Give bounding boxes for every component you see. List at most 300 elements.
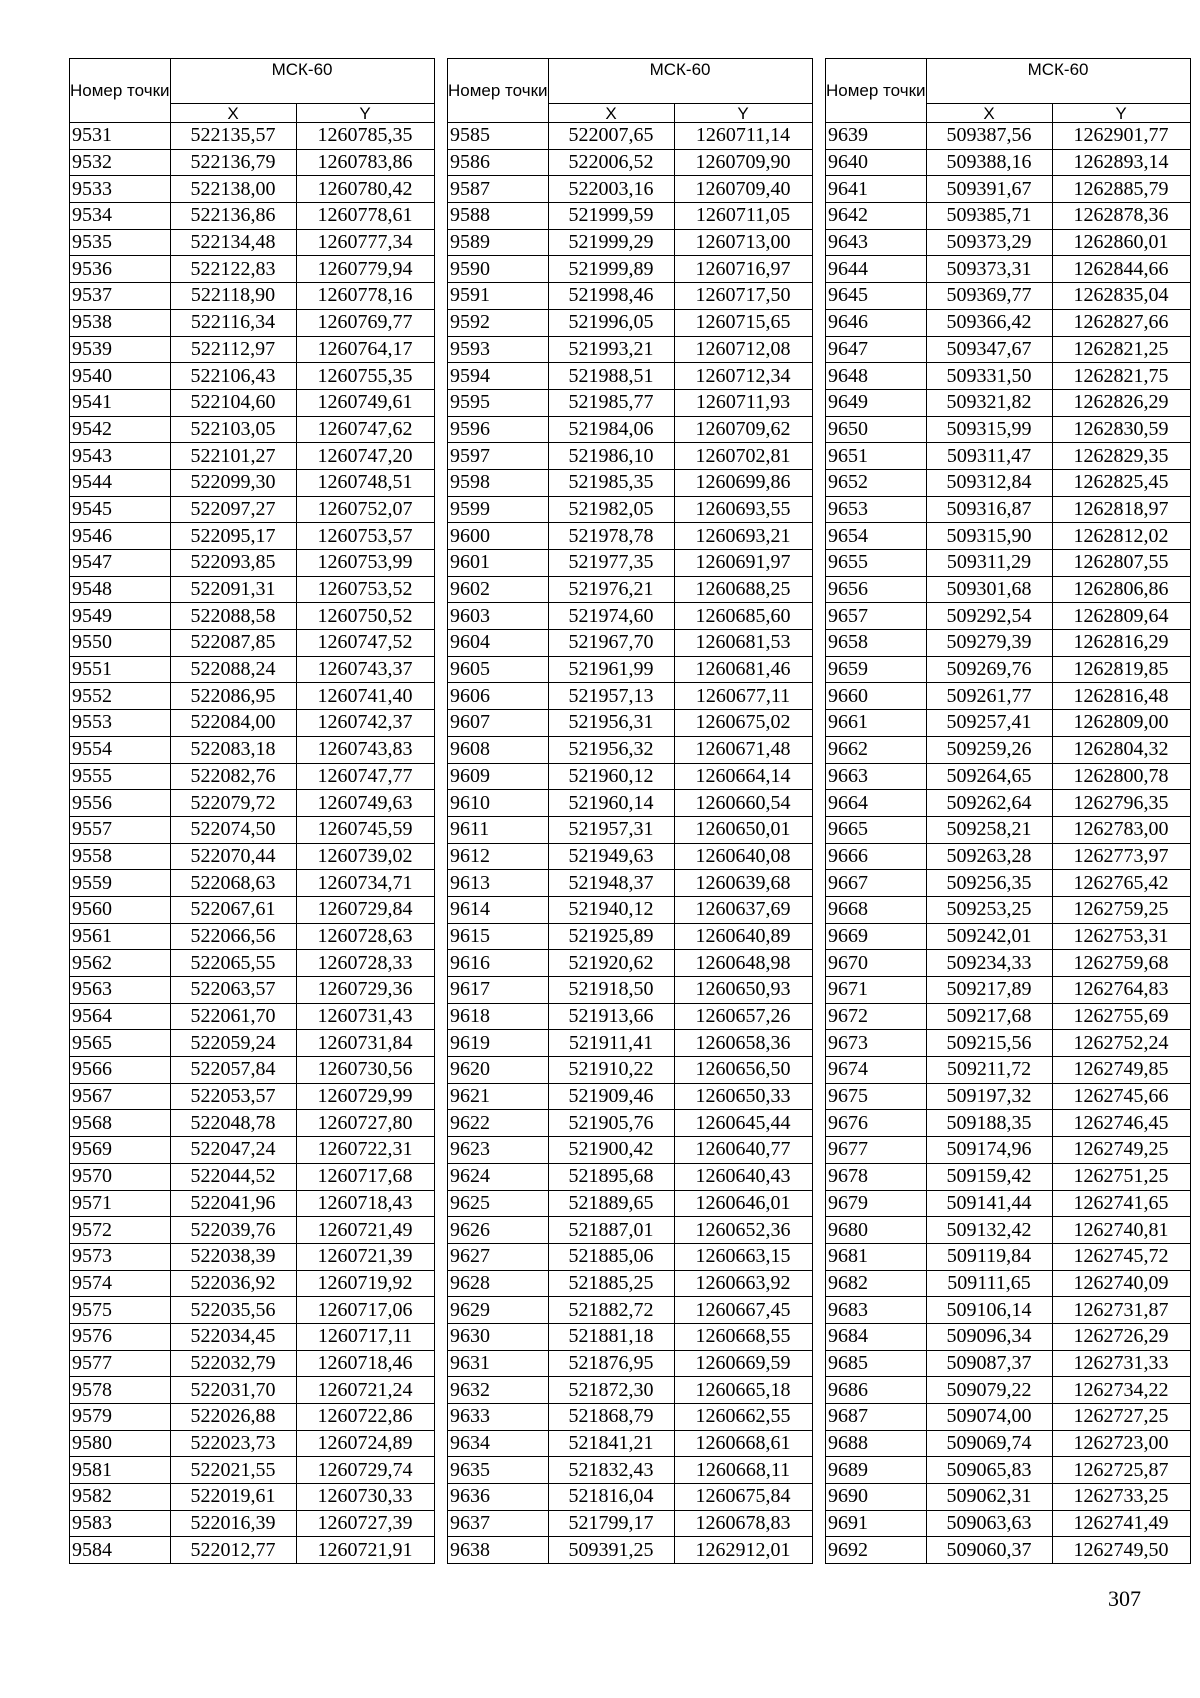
table-row (448, 389, 813, 416)
point-number-cell: 9646 (826, 309, 927, 336)
table-row (826, 1190, 1191, 1217)
y-coordinate-cell: 1262860,01 (1052, 229, 1190, 256)
table-row (70, 203, 435, 230)
y-coordinate-cell: 1260658,36 (674, 1030, 812, 1057)
y-coordinate-cell: 1260747,52 (296, 630, 434, 657)
x-coordinate-cell: 509292,54 (926, 603, 1052, 630)
table-row (826, 656, 1191, 683)
x-coordinate-cell: 509211,72 (926, 1057, 1052, 1084)
point-number-cell: 9640 (826, 149, 927, 176)
x-coordinate-cell: 509366,42 (926, 309, 1052, 336)
y-coordinate-cell: 1260778,16 (296, 283, 434, 310)
table-row (826, 229, 1191, 256)
point-number-cell: 9604 (448, 630, 549, 657)
x-coordinate-cell: 521905,76 (548, 1110, 674, 1137)
point-number-cell: 9623 (448, 1137, 549, 1164)
x-coordinate-cell: 509301,68 (926, 576, 1052, 603)
x-coordinate-cell: 521986,10 (548, 443, 674, 470)
x-coordinate-cell: 521887,01 (548, 1217, 674, 1244)
point-number-cell: 9542 (70, 416, 171, 443)
point-number-cell: 9552 (70, 683, 171, 710)
point-number-cell: 9651 (826, 443, 927, 470)
y-coordinate-cell: 1260645,44 (674, 1110, 812, 1137)
point-number-cell: 9569 (70, 1137, 171, 1164)
table-row (448, 523, 813, 550)
x-coordinate-cell: 522003,16 (548, 176, 674, 203)
y-coordinate-cell: 1262740,81 (1052, 1217, 1190, 1244)
y-coordinate-cell: 1260739,02 (296, 843, 434, 870)
y-coordinate-cell: 1260718,46 (296, 1350, 434, 1377)
x-coordinate-cell: 509258,21 (926, 816, 1052, 843)
x-coordinate-cell: 522026,88 (170, 1404, 296, 1431)
y-coordinate-cell: 1260652,36 (674, 1217, 812, 1244)
point-number-cell: 9680 (826, 1217, 927, 1244)
point-number-cell: 9595 (448, 389, 549, 416)
table-row (826, 1270, 1191, 1297)
table-row (826, 736, 1191, 763)
y-coordinate-cell: 1260640,43 (674, 1163, 812, 1190)
y-coordinate-cell: 1260657,26 (674, 1003, 812, 1030)
table-row (448, 550, 813, 577)
x-coordinate-cell: 522047,24 (170, 1137, 296, 1164)
table-row (70, 1430, 435, 1457)
point-number-cell: 9615 (448, 923, 549, 950)
point-number-cell: 9639 (826, 123, 927, 150)
x-coordinate-cell: 509264,65 (926, 763, 1052, 790)
point-number-cell: 9590 (448, 256, 549, 283)
point-number-cell: 9601 (448, 550, 549, 577)
y-coordinate-cell: 1262893,14 (1052, 149, 1190, 176)
point-number-cell: 9610 (448, 790, 549, 817)
table-row (70, 683, 435, 710)
x-coordinate-cell: 521948,37 (548, 870, 674, 897)
table-row (826, 1350, 1191, 1377)
x-coordinate-cell: 521913,66 (548, 1003, 674, 1030)
table-row (826, 630, 1191, 657)
x-coordinate-cell: 522112,97 (170, 336, 296, 363)
y-coordinate-cell: 1260669,59 (674, 1350, 812, 1377)
point-number-header: Номер точки (826, 59, 927, 123)
y-coordinate-cell: 1260650,33 (674, 1083, 812, 1110)
y-coordinate-cell: 1260718,43 (296, 1190, 434, 1217)
table-row (448, 977, 813, 1004)
point-number-cell: 9634 (448, 1430, 549, 1457)
point-number-cell: 9671 (826, 977, 927, 1004)
y-coordinate-cell: 1260752,07 (296, 496, 434, 523)
y-coordinate-cell: 1260753,99 (296, 550, 434, 577)
table-row (70, 843, 435, 870)
x-coordinate-cell: 509079,22 (926, 1377, 1052, 1404)
y-coordinate-cell: 1262816,29 (1052, 630, 1190, 657)
x-coordinate-cell: 522082,76 (170, 763, 296, 790)
x-header: X (548, 104, 674, 123)
point-number-cell: 9605 (448, 656, 549, 683)
x-coordinate-cell: 509119,84 (926, 1243, 1052, 1270)
point-number-cell: 9603 (448, 603, 549, 630)
point-number-cell: 9538 (70, 309, 171, 336)
x-coordinate-cell: 509096,34 (926, 1323, 1052, 1350)
y-coordinate-cell: 1262741,49 (1052, 1510, 1190, 1537)
x-coordinate-cell: 522086,95 (170, 683, 296, 710)
x-coordinate-cell: 521978,78 (548, 523, 674, 550)
y-coordinate-cell: 1260745,59 (296, 816, 434, 843)
table-row (448, 816, 813, 843)
point-number-cell: 9648 (826, 363, 927, 390)
x-coordinate-cell: 509062,31 (926, 1484, 1052, 1511)
table-row (826, 363, 1191, 390)
table-row (448, 1003, 813, 1030)
x-coordinate-cell: 509069,74 (926, 1430, 1052, 1457)
table-row (70, 896, 435, 923)
point-number-cell: 9616 (448, 950, 549, 977)
table-row (448, 336, 813, 363)
y-coordinate-cell: 1260717,06 (296, 1297, 434, 1324)
y-coordinate-cell: 1262745,66 (1052, 1083, 1190, 1110)
x-coordinate-cell: 522091,31 (170, 576, 296, 603)
y-coordinate-cell: 1260711,14 (674, 123, 812, 150)
table-row (826, 1003, 1191, 1030)
y-coordinate-cell: 1262764,83 (1052, 977, 1190, 1004)
y-coordinate-cell: 1262733,25 (1052, 1484, 1190, 1511)
table-row (70, 1484, 435, 1511)
y-coordinate-cell: 1260734,71 (296, 870, 434, 897)
y-coordinate-cell: 1260731,84 (296, 1030, 434, 1057)
x-coordinate-cell: 521889,65 (548, 1190, 674, 1217)
point-number-cell: 9596 (448, 416, 549, 443)
point-number-cell: 9686 (826, 1377, 927, 1404)
y-coordinate-cell: 1262773,97 (1052, 843, 1190, 870)
table-row (70, 523, 435, 550)
point-number-cell: 9573 (70, 1243, 171, 1270)
y-coordinate-cell: 1262821,25 (1052, 336, 1190, 363)
x-coordinate-cell: 509259,26 (926, 736, 1052, 763)
x-coordinate-cell: 509063,63 (926, 1510, 1052, 1537)
table-row (70, 1243, 435, 1270)
x-coordinate-cell: 522063,57 (170, 977, 296, 1004)
x-coordinate-cell: 522067,61 (170, 896, 296, 923)
table-row (70, 443, 435, 470)
y-coordinate-cell: 1260722,31 (296, 1137, 434, 1164)
y-coordinate-cell: 1260668,11 (674, 1457, 812, 1484)
table-row (448, 1030, 813, 1057)
y-coordinate-cell: 1262740,09 (1052, 1270, 1190, 1297)
table-row (448, 1270, 813, 1297)
x-coordinate-cell: 522065,55 (170, 950, 296, 977)
table-row (826, 1030, 1191, 1057)
y-coordinate-cell: 1260663,15 (674, 1243, 812, 1270)
x-coordinate-cell: 521956,31 (548, 710, 674, 737)
x-coordinate-cell: 521974,60 (548, 603, 674, 630)
table-row (826, 603, 1191, 630)
table-row (448, 1457, 813, 1484)
table-row (448, 1510, 813, 1537)
y-coordinate-cell: 1260721,91 (296, 1537, 434, 1564)
x-coordinate-cell: 522059,24 (170, 1030, 296, 1057)
y-coordinate-cell: 1262829,35 (1052, 443, 1190, 470)
y-coordinate-cell: 1260728,33 (296, 950, 434, 977)
y-coordinate-cell: 1260675,02 (674, 710, 812, 737)
y-coordinate-cell: 1262741,65 (1052, 1190, 1190, 1217)
table-row (70, 1350, 435, 1377)
table-row (448, 203, 813, 230)
point-number-cell: 9638 (448, 1537, 549, 1564)
x-header: X (170, 104, 296, 123)
point-number-cell: 9586 (448, 149, 549, 176)
y-coordinate-cell: 1262749,85 (1052, 1057, 1190, 1084)
y-coordinate-cell: 1260709,40 (674, 176, 812, 203)
table-row (70, 363, 435, 390)
x-coordinate-cell: 522118,90 (170, 283, 296, 310)
point-number-cell: 9614 (448, 896, 549, 923)
y-coordinate-cell: 1260711,93 (674, 389, 812, 416)
table-row (826, 389, 1191, 416)
point-number-cell: 9543 (70, 443, 171, 470)
y-coordinate-cell: 1260717,68 (296, 1163, 434, 1190)
point-number-cell: 9562 (70, 950, 171, 977)
table-row (448, 1484, 813, 1511)
table-row (70, 550, 435, 577)
x-coordinate-cell: 521841,21 (548, 1430, 674, 1457)
x-coordinate-cell: 509321,82 (926, 389, 1052, 416)
table-row (826, 309, 1191, 336)
point-number-cell: 9690 (826, 1484, 927, 1511)
x-coordinate-cell: 509234,33 (926, 950, 1052, 977)
point-number-cell: 9684 (826, 1323, 927, 1350)
x-coordinate-cell: 509065,83 (926, 1457, 1052, 1484)
table-row (70, 816, 435, 843)
y-coordinate-cell: 1260716,97 (674, 256, 812, 283)
table-row (70, 736, 435, 763)
point-number-cell: 9592 (448, 309, 549, 336)
x-header: X (926, 104, 1052, 123)
point-number-cell: 9608 (448, 736, 549, 763)
point-number-cell: 9622 (448, 1110, 549, 1137)
x-coordinate-cell: 522116,34 (170, 309, 296, 336)
point-number-cell: 9546 (70, 523, 171, 550)
x-coordinate-cell: 522079,72 (170, 790, 296, 817)
table-row (826, 1510, 1191, 1537)
x-coordinate-cell: 521900,42 (548, 1137, 674, 1164)
point-number-cell: 9618 (448, 1003, 549, 1030)
table-row (448, 283, 813, 310)
x-coordinate-cell: 509261,77 (926, 683, 1052, 710)
y-coordinate-cell: 1260730,33 (296, 1484, 434, 1511)
table-row (70, 1457, 435, 1484)
point-number-cell: 9677 (826, 1137, 927, 1164)
point-number-cell: 9607 (448, 710, 549, 737)
y-coordinate-cell: 1260729,99 (296, 1083, 434, 1110)
point-number-cell: 9627 (448, 1243, 549, 1270)
table-row (826, 1110, 1191, 1137)
y-coordinate-cell: 1260748,51 (296, 469, 434, 496)
table-row (448, 896, 813, 923)
y-coordinate-cell: 1262821,75 (1052, 363, 1190, 390)
point-number-cell: 9683 (826, 1297, 927, 1324)
x-coordinate-cell: 521940,12 (548, 896, 674, 923)
table-row (448, 123, 813, 150)
x-coordinate-cell: 509269,76 (926, 656, 1052, 683)
coordinates-table-1 (69, 58, 435, 1564)
x-coordinate-cell: 509373,31 (926, 256, 1052, 283)
point-number-cell: 9535 (70, 229, 171, 256)
point-number-cell: 9549 (70, 603, 171, 630)
table-row (826, 416, 1191, 443)
y-coordinate-cell: 1260640,89 (674, 923, 812, 950)
x-coordinate-cell: 522088,24 (170, 656, 296, 683)
y-coordinate-cell: 1260693,55 (674, 496, 812, 523)
point-number-cell: 9689 (826, 1457, 927, 1484)
y-coordinate-cell: 1260685,60 (674, 603, 812, 630)
table-row (70, 1163, 435, 1190)
y-coordinate-cell: 1260753,52 (296, 576, 434, 603)
x-coordinate-cell: 522016,39 (170, 1510, 296, 1537)
y-coordinate-cell: 1262753,31 (1052, 923, 1190, 950)
point-number-cell: 9644 (826, 256, 927, 283)
x-coordinate-cell: 521960,12 (548, 763, 674, 790)
x-coordinate-cell: 509315,99 (926, 416, 1052, 443)
y-coordinate-cell: 1262731,33 (1052, 1350, 1190, 1377)
y-coordinate-cell: 1262825,45 (1052, 469, 1190, 496)
point-number-cell: 9559 (70, 870, 171, 897)
coordinate-system-header: МСК-60 (926, 59, 1190, 104)
point-number-cell: 9556 (70, 790, 171, 817)
y-coordinate-cell: 1262816,48 (1052, 683, 1190, 710)
table-row (826, 1323, 1191, 1350)
table-row (826, 256, 1191, 283)
table-row (826, 283, 1191, 310)
table-row (70, 1270, 435, 1297)
x-coordinate-cell: 522087,85 (170, 630, 296, 657)
y-coordinate-cell: 1260677,11 (674, 683, 812, 710)
x-coordinate-cell: 522106,43 (170, 363, 296, 390)
x-coordinate-cell: 522074,50 (170, 816, 296, 843)
x-coordinate-cell: 509174,96 (926, 1137, 1052, 1164)
table-row (826, 576, 1191, 603)
y-coordinate-cell: 1260753,57 (296, 523, 434, 550)
point-number-cell: 9539 (70, 336, 171, 363)
table-row (826, 1537, 1191, 1564)
y-coordinate-cell: 1262749,50 (1052, 1537, 1190, 1564)
point-number-cell: 9665 (826, 816, 927, 843)
x-coordinate-cell: 521885,25 (548, 1270, 674, 1297)
point-number-cell: 9572 (70, 1217, 171, 1244)
y-coordinate-cell: 1260730,56 (296, 1057, 434, 1084)
point-number-cell: 9584 (70, 1537, 171, 1564)
x-coordinate-cell: 509111,65 (926, 1270, 1052, 1297)
y-coordinate-cell: 1262727,25 (1052, 1404, 1190, 1431)
point-number-cell: 9571 (70, 1190, 171, 1217)
x-coordinate-cell: 509387,56 (926, 123, 1052, 150)
table-row (826, 336, 1191, 363)
y-coordinate-cell: 1260717,50 (674, 283, 812, 310)
table-row (826, 1297, 1191, 1324)
y-header: Y (1052, 104, 1190, 123)
point-number-cell: 9635 (448, 1457, 549, 1484)
point-number-cell: 9629 (448, 1297, 549, 1324)
x-coordinate-cell: 522088,58 (170, 603, 296, 630)
y-coordinate-cell: 1260747,62 (296, 416, 434, 443)
point-number-cell: 9676 (826, 1110, 927, 1137)
x-coordinate-cell: 509217,68 (926, 1003, 1052, 1030)
y-coordinate-cell: 1260742,37 (296, 710, 434, 737)
table-row (826, 550, 1191, 577)
table-row (70, 1110, 435, 1137)
y-coordinate-cell: 1262806,86 (1052, 576, 1190, 603)
x-coordinate-cell: 509369,77 (926, 283, 1052, 310)
point-number-cell: 9692 (826, 1537, 927, 1564)
x-coordinate-cell: 522134,48 (170, 229, 296, 256)
table-row (826, 763, 1191, 790)
table-row (448, 416, 813, 443)
point-number-cell: 9673 (826, 1030, 927, 1057)
x-coordinate-cell: 509316,87 (926, 496, 1052, 523)
y-coordinate-cell: 1262765,42 (1052, 870, 1190, 897)
x-coordinate-cell: 521998,46 (548, 283, 674, 310)
point-number-cell: 9630 (448, 1323, 549, 1350)
x-coordinate-cell: 522084,00 (170, 710, 296, 737)
y-coordinate-cell: 1262800,78 (1052, 763, 1190, 790)
y-coordinate-cell: 1260764,17 (296, 336, 434, 363)
point-number-cell: 9591 (448, 283, 549, 310)
table-row (826, 1083, 1191, 1110)
point-number-cell: 9650 (826, 416, 927, 443)
table-row (826, 1163, 1191, 1190)
table-row (70, 923, 435, 950)
y-coordinate-cell: 1262901,77 (1052, 123, 1190, 150)
y-coordinate-cell: 1260667,45 (674, 1297, 812, 1324)
table-row (70, 950, 435, 977)
point-number-cell: 9678 (826, 1163, 927, 1190)
point-number-cell: 9589 (448, 229, 549, 256)
point-number-cell: 9611 (448, 816, 549, 843)
y-coordinate-cell: 1260778,61 (296, 203, 434, 230)
point-number-cell: 9551 (70, 656, 171, 683)
y-coordinate-cell: 1260678,83 (674, 1510, 812, 1537)
point-number-cell: 9670 (826, 950, 927, 977)
y-coordinate-cell: 1260664,14 (674, 763, 812, 790)
point-number-cell: 9536 (70, 256, 171, 283)
y-coordinate-cell: 1260785,35 (296, 123, 434, 150)
x-coordinate-cell: 522136,79 (170, 149, 296, 176)
y-coordinate-cell: 1260729,74 (296, 1457, 434, 1484)
y-coordinate-cell: 1260724,89 (296, 1430, 434, 1457)
point-number-cell: 9574 (70, 1270, 171, 1297)
y-coordinate-cell: 1262835,04 (1052, 283, 1190, 310)
y-coordinate-cell: 1260663,92 (674, 1270, 812, 1297)
y-coordinate-cell: 1260675,84 (674, 1484, 812, 1511)
x-coordinate-cell: 509215,56 (926, 1030, 1052, 1057)
point-number-cell: 9667 (826, 870, 927, 897)
y-coordinate-cell: 1262759,25 (1052, 896, 1190, 923)
table-row (448, 443, 813, 470)
y-coordinate-cell: 1262731,87 (1052, 1297, 1190, 1324)
table-row (70, 309, 435, 336)
point-number-cell: 9663 (826, 763, 927, 790)
x-coordinate-cell: 521909,46 (548, 1083, 674, 1110)
table-row (448, 736, 813, 763)
point-number-cell: 9669 (826, 923, 927, 950)
x-coordinate-cell: 521832,43 (548, 1457, 674, 1484)
y-coordinate-cell: 1262830,59 (1052, 416, 1190, 443)
table-row (448, 149, 813, 176)
y-coordinate-cell: 1262759,68 (1052, 950, 1190, 977)
table-row (70, 283, 435, 310)
table-row (70, 1377, 435, 1404)
point-number-cell: 9679 (826, 1190, 927, 1217)
point-number-cell: 9553 (70, 710, 171, 737)
point-number-cell: 9540 (70, 363, 171, 390)
point-number-cell: 9598 (448, 469, 549, 496)
